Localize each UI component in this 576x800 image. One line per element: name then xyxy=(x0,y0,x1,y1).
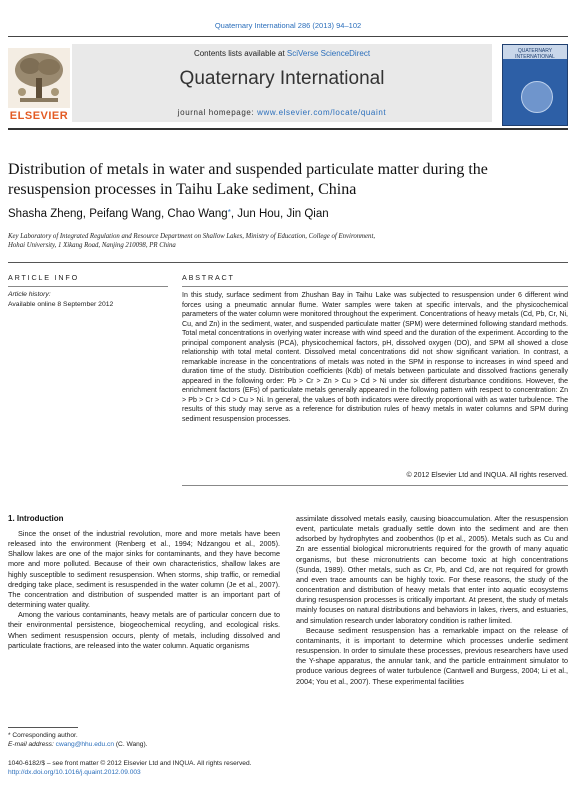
footnote-divider xyxy=(8,727,78,728)
cover-label: QUATERNARY INTERNATIONAL xyxy=(515,48,555,60)
divider xyxy=(8,262,568,263)
authors-after[interactable]: , Jun Hou, Jin Qian xyxy=(230,208,329,220)
sciencedirect-link[interactable]: SciVerse ScienceDirect xyxy=(286,49,371,58)
abstract-heading: ABSTRACT xyxy=(182,273,235,282)
divider xyxy=(182,485,568,486)
paragraph: Since the onset of the industrial revolution, more and more metals have been released into the environment (Renberg et al., 1994; Ndzangou et al., 2005). Shallow lakes are one of the major sinks for contaminants, and they have become more and more polluted. Because of their own characteristics, shallow lakes are highly susceptible to sediment resuspension. When storms, ship traffic, or remedial dredging take place, sediment is resuspended in the water column (Je et al., 2007). The concentration and distribution of suspended matter is an important part of determining water quality. xyxy=(8,529,280,610)
affiliation-line-1: Key Laboratory of Integrated Regulation and Resource Department on Shallow Lakes, Ministry of Education, College of Environment, xyxy=(8,233,376,240)
elsevier-tree-icon xyxy=(8,48,70,108)
journal-title: Quaternary International xyxy=(179,68,385,89)
affiliation-line-2: Hohai University, 1 Xikang Road, Nanjing 210098, PR China xyxy=(8,242,176,249)
history-value: Available online 8 September 2012 xyxy=(8,301,114,308)
homepage-prefix: journal homepage: xyxy=(177,108,258,117)
body-left-column xyxy=(8,529,280,651)
divider xyxy=(8,128,568,130)
divider xyxy=(8,36,568,37)
author-list xyxy=(8,208,329,220)
email-suffix: (C. Wang). xyxy=(114,741,148,748)
cover-emblem-icon xyxy=(521,81,553,113)
issn-block xyxy=(8,759,408,777)
corresponding-author-mark[interactable]: * xyxy=(227,208,231,217)
contents-line xyxy=(72,49,492,58)
divider xyxy=(8,286,168,287)
journal-homepage xyxy=(72,108,492,117)
authors-before[interactable]: Shasha Zheng, Peifang Wang, Chao Wang xyxy=(8,208,228,220)
affiliation xyxy=(8,232,548,250)
paragraph: Among the various contaminants, heavy metals are of particular concern due to their environmental persistence, biogeochemical recycling, and ecological risks. When sediment resuspension occurs, plenty of metals, including dissolved and particulate fractions, are released into the water column. Aquatic organisms xyxy=(8,610,280,650)
journal-cover-image[interactable] xyxy=(502,44,568,126)
email-label: E-mail address: xyxy=(8,741,56,748)
journal-reference[interactable]: Quaternary International 286 (2013) 94–102 xyxy=(214,21,362,30)
paragraph: assimilate dissolved metals easily, causing bioaccumulation. After the resuspension event, particulate metals gradually settle down into the sediment and are then adsorbed by hydrophytes and zoobenthos (Ip et al., 2005). Metals such as Cu and Zn are essential biological micronutrients required for the growth of many aquatic organisms, but these micronutrients can become toxic at high concentrations (Sunda, 1989). Other metals, such as Cr, Pb, and Cd, are not required for growth and even trace amounts can be highly toxic. For these reasons, the study of the concentration and distribution of heavy metals that enter into aquatic ecosystems during resuspension processes is critically important. At present, the study of metals mainly focuses on natural distributions and behaviors in lakes, rivers, and estuaries, and simulation research under laboratory condition is rather limited. xyxy=(296,514,568,625)
homepage-link[interactable]: www.elsevier.com/locate/quaint xyxy=(257,108,387,117)
article-info-heading: ARTICLE INFO xyxy=(8,273,79,282)
article-title: Distribution of metals in water and suspended particulate matter during the resuspension processes in Taihu Lake sediment, China xyxy=(8,161,488,198)
corresponding-author-note: * Corresponding author. xyxy=(8,732,78,739)
copyright-notice: © 2012 Elsevier Ltd and INQUA. All rights reserved. xyxy=(406,472,568,479)
contents-prefix: Contents lists available at xyxy=(193,49,287,58)
doi-link[interactable]: http://dx.doi.org/10.1016/j.quaint.2012.09.003 xyxy=(8,769,141,776)
footnote xyxy=(8,731,280,749)
paragraph: Because sediment resuspension has a remarkable impact on the release of contaminants, it is important to determine which processes underlie sediment resuspension. In order to simulate these processes, previous researchers have used the Y-shape apparatus, the annular tank, and the particle entrainment simulator to produce various degrees of water turbulence (Cantwell and Burgess, 2004; Li et al., 2004; You et al., 2007). These experimental facilities xyxy=(296,625,568,686)
email-line xyxy=(8,740,280,749)
section-heading: 1. Introduction xyxy=(8,514,64,523)
history-label: Article history: xyxy=(8,291,51,298)
email-link[interactable]: cwang@hhu.edu.cn xyxy=(55,741,115,748)
abstract-text: In this study, surface sediment from Zhushan Bay in Taihu Lake was subjected to resuspension under 6 different wind forces using a pneumatic annular flume. Water samples were taken at specific intervals, and the physicochemical parameters of the water column were monitored throughout the experiment. Concentrations of heavy metals (Cd, Pb, Cr, Ni, Cu, and Zn) in the sediment, water, and suspended particulate matter (SPM) were determined following standard methods. Total metal concentrations in overlying water increase with wind speed and the duration of the experiment. According to the principal component analysis (PCA), physicochemical factors, pH, dissolved oxygen (DO), and SPM all showed a close relationship with total metal content. Dissolved metal concentrations did not show significant variation. In contrast, a remarkable increase in the concentrations of metals was noted in the SPM in response to increases in wind speed and duration time of the study. Distribution coefficients (Kdb) of metals between particulate and dissolved fractions generally appeared in the following order: Pb > Cr > Zn > Cu > Cd > Ni under six different disturbance conditions. However, the enrichment factors (EFs) of particulate metals generally appeared in the following pattern with respect to concentration: Zn > Pb > Cr > Cd > Cu > Ni. In general, the values of both indicators were directly proportional with as water turbulence. The results of this study may serve as a reference for distribution rules of heavy metals in water columns and SPM during sediment resuspension processes. xyxy=(182,292,568,423)
issn-line: 1040-6182/$ – see front matter © 2012 Elsevier Ltd and INQUA. All rights reserved. xyxy=(8,760,252,767)
publisher-logo[interactable]: ELSEVIER xyxy=(9,110,69,122)
divider xyxy=(182,286,568,287)
body-right-column xyxy=(296,514,568,687)
